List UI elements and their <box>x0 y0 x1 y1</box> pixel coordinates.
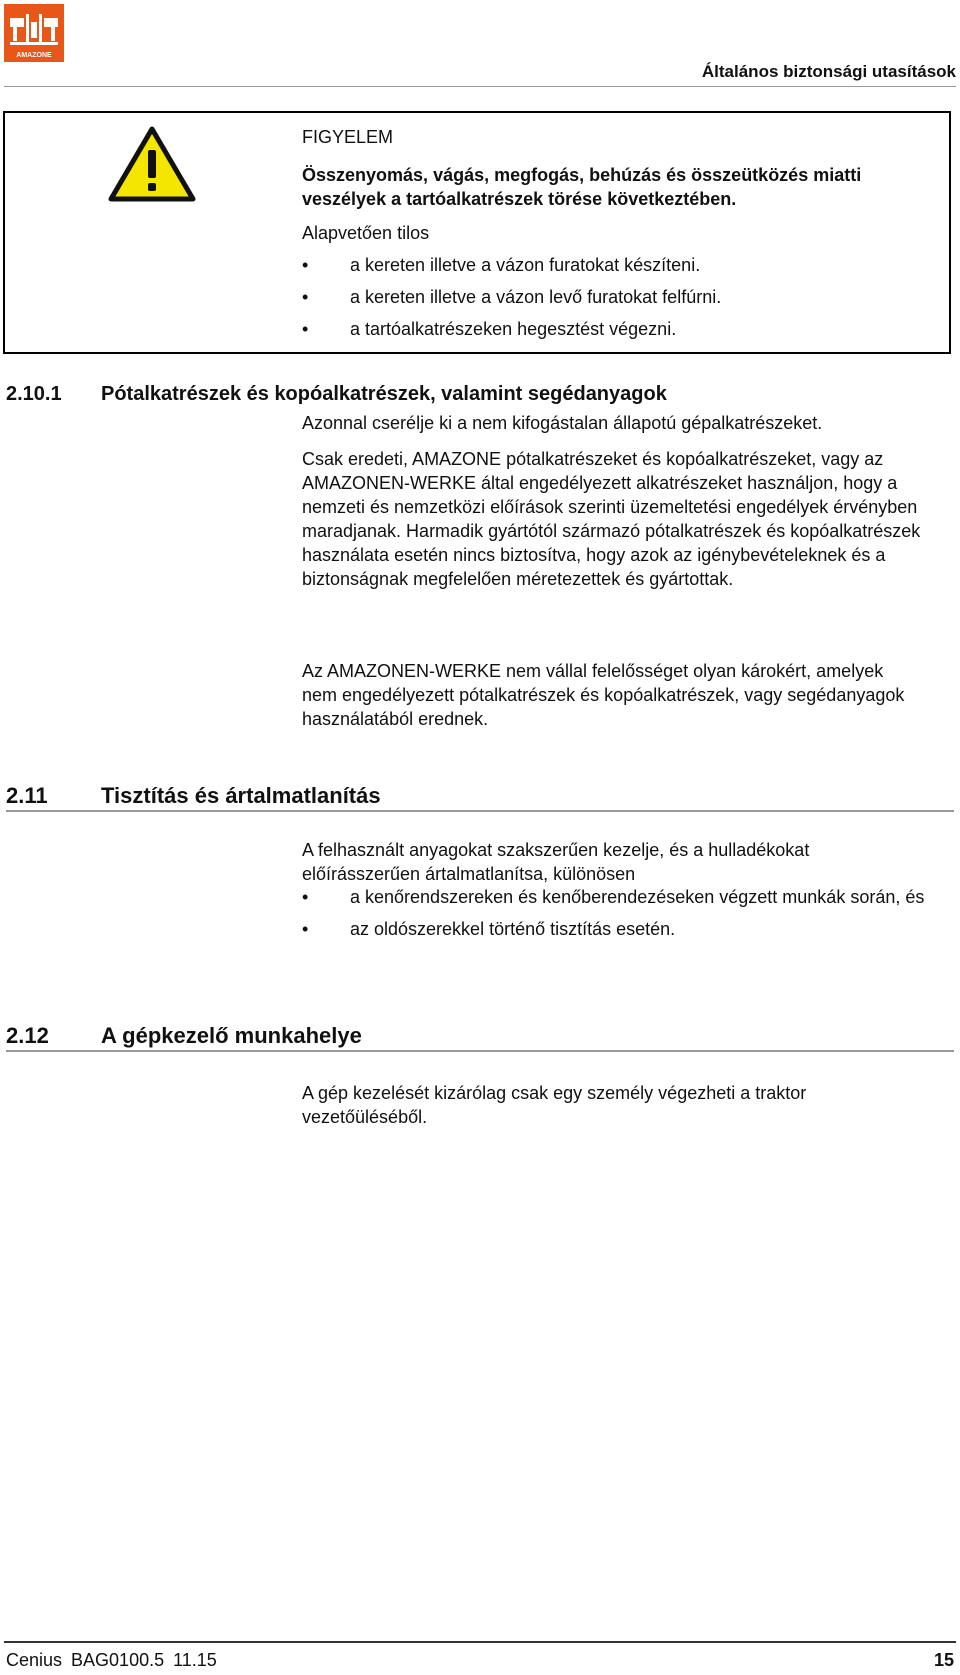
paragraph-replace-parts: Azonnal cserélje ki a nem kifogástalan állapotú gépalkatrészeket. <box>302 413 823 433</box>
cleaning-list <box>302 885 924 949</box>
section-title: A gépkezelő munkahelye <box>101 1023 362 1048</box>
list-item: • a tartóalkatrészeken hegesztést végezni. <box>302 319 677 339</box>
subsection-heading-2-10-1 <box>6 381 667 407</box>
bullet-icon: • <box>302 319 309 339</box>
warning-title: FIGYELEM <box>302 127 394 147</box>
amazone-logo-mark <box>4 4 64 62</box>
warning-intro: Alapvetően tilos <box>302 223 430 243</box>
warning-list <box>302 253 721 349</box>
warning-triangle-icon <box>108 126 196 202</box>
bullet-icon: • <box>302 255 309 275</box>
warning-lead: Összenyomás, vágás, megfogás, behúzás és összeütközés miatti veszélyek a tartóalkatrészek törése következtében. <box>302 165 862 209</box>
section-number: 2.11 <box>6 783 48 808</box>
amazone-logo <box>4 4 64 62</box>
footer-rule <box>4 1641 956 1643</box>
header-rule <box>4 86 956 87</box>
subsection-title: Pótalkatrészek és kopóalkatrészek, valamint segédanyagok <box>101 383 667 405</box>
paragraph-cleaning-intro: A felhasznált anyagokat szakszerűen kezelje, és a hulladékokat előírásszerűen ártalmatlanítsa, különösen <box>302 840 810 884</box>
section-title: Tisztítás és ártalmatlanítás <box>101 783 381 808</box>
section-heading-2-11 <box>6 782 954 812</box>
bullet-icon: • <box>302 287 309 307</box>
list-item: • a kereten illetve a vázon furatokat készíteni. <box>302 255 701 275</box>
paragraph-liability: Az AMAZONEN-WERKE nem vállal felelősséget olyan károkért, amelyek nem engedélyezett pótalkatrészek és kopóalkatrészek, vagy segédanyagok használatából erednek. <box>302 661 905 729</box>
bullet-icon: • <box>302 919 309 939</box>
list-item: • az oldószerekkel történő tisztítás esetén. <box>302 919 676 939</box>
list-item: • a kereten illetve a vázon levő furatokat felfúrni. <box>302 287 722 307</box>
svg-text:AMAZONE: AMAZONE <box>16 52 52 59</box>
bullet-icon: • <box>302 887 309 907</box>
page-number: 15 <box>933 1650 954 1670</box>
paragraph-operator-seat: A gép kezelését kizárólag csak egy személy végezheti a traktor vezetőüléséből. <box>302 1083 807 1127</box>
running-header-title: Általános biztonsági utasítások <box>701 62 956 81</box>
subsection-number: 2.10.1 <box>6 383 62 405</box>
list-item: • a kenőrendszereken és kenőberendezéseken végzett munkák során, és <box>302 887 925 907</box>
section-heading-2-12 <box>6 1022 954 1052</box>
footer-document-id: Cenius BAG0100.5 11.15 <box>6 1650 217 1670</box>
paragraph-original-parts: Csak eredeti, AMAZONE pótalkatrészeket és kopóalkatrészeket, vagy az AMAZONEN-WERKE által engedélyezett alkatrészeket használjon, hogy a nemzeti és nemzetközi előírások szerinti üzemeltetési engedélyek érvényben maradjanak. Harmadik gyártótól származó pótalkatrészek és kopóalkatrészek használata esetén nincs biztosítva, hogy azok az igénybevételeknek és a biztonságnak megfelelően méretezettek és gyártottak. <box>302 449 921 589</box>
section-number: 2.12 <box>6 1023 49 1048</box>
